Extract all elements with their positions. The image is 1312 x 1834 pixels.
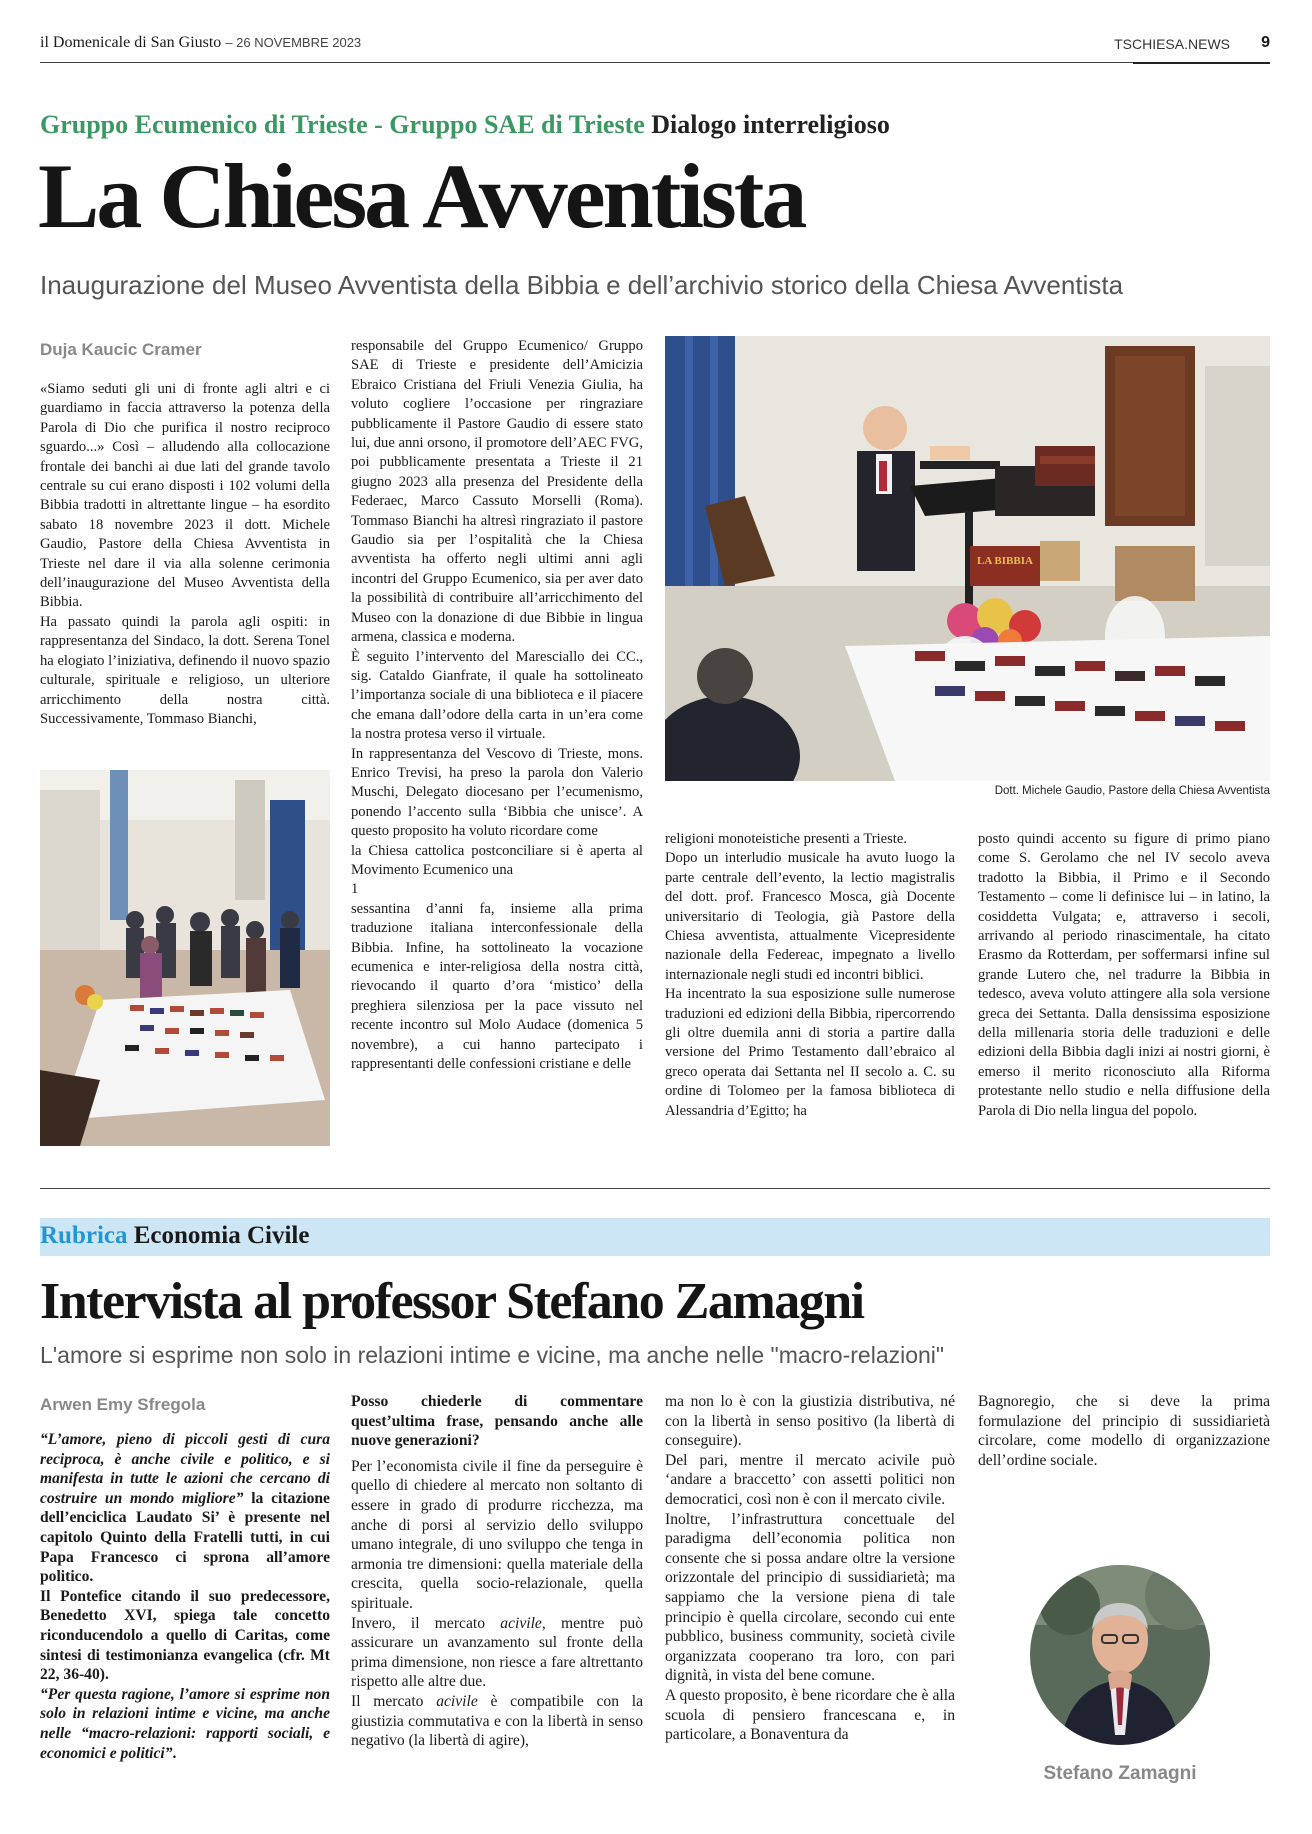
site-name: TSCHIESA.NEWS bbox=[1114, 36, 1230, 52]
paragraph bbox=[40, 1685, 330, 1763]
article-title: La Chiesa Avventista bbox=[38, 145, 805, 247]
article-column-4 bbox=[978, 830, 1270, 1121]
paragraph: Inoltre, l’infrastruttura concettuale del paradigma dell’economia politica non consente che si possa andare oltre la versione orizzontale del principio di sussidiarietà; ma sappiamo che la versione piena di tale principio è quella circolare, secondo cui ente pubblico, business community, società civile organizzata cooperano tra loro, con pari dignità, in vista del bene comune. bbox=[665, 1510, 955, 1685]
audience-photo-svg bbox=[40, 770, 330, 1146]
rubric-tag: Rubrica bbox=[40, 1222, 128, 1249]
section-divider bbox=[40, 1188, 1270, 1189]
paragraph: Ha incentrato la sua esposizione sulle numerose traduzioni ed edizioni della Bibbia, ripercorrendo gli oltre duemila anni di storia a partire dalla versione del Primo Testamento dall’ebraico al greco operata dai Settanta nel II secolo a. C. su ordine di Tolomeo per la famosa biblioteca di Alessandria d’Egitto; ha bbox=[665, 986, 955, 1119]
article-column-2 bbox=[351, 337, 643, 1074]
bible-banner-text: LA BIBBIA bbox=[977, 555, 1033, 567]
interview-title: Intervista al professor Stefano Zamagni bbox=[40, 1273, 864, 1330]
article-column-1 bbox=[40, 380, 330, 729]
kicker-topic: Dialogo interreligioso bbox=[651, 110, 890, 139]
pastor-photo-svg bbox=[665, 336, 1270, 781]
paragraph: Bagnoregio, che si deve la prima formulazione del principio di sussidiarietà circolare, come modello di organizzazione dell’ordine sociale. bbox=[978, 1393, 1270, 1469]
quote-context: la citazione dell’enciclica Laudato Si’ è presente nel capitolo Quinto della Fratelli tutti, in cui Papa Francesco ci sprona all’amore politico. bbox=[40, 1489, 330, 1586]
text-run: è compatibile con la giustizia commutativa e con la libertà in senso negativo (la libertà di agire), bbox=[351, 1692, 643, 1750]
page-number-rule bbox=[1133, 62, 1270, 64]
article-subtitle: Inaugurazione del Museo Avventista della Bibbia e dell’archivio storico della Chiesa Avventista bbox=[40, 270, 1124, 300]
paragraph: ma non lo è con la giustizia distributiva, né con la libertà in senso positivo (la libertà di conseguire). bbox=[665, 1393, 955, 1450]
rubric-name: Economia Civile bbox=[133, 1222, 310, 1249]
paragraph bbox=[351, 1692, 643, 1751]
paragraph: Ha passato quindi la parola agli ospiti: in rappresentanza del Sindaco, la dott. Serena Tonel ha elogiato l’iniziativa, definendo il nuovo spazio culturale, spirituale e religioso, un ulteriore arricchimento della nostra città. Successivamente, Tommaso Bianchi, bbox=[40, 613, 330, 727]
interview-column-2 bbox=[351, 1392, 643, 1751]
interview-question: Posso chiederle di commentare quest’ultima frase, pensando anche alle nuove generazioni? bbox=[351, 1393, 643, 1450]
interview-column-4 bbox=[978, 1392, 1270, 1470]
article-author: Duja Kaucic Cramer bbox=[40, 340, 202, 359]
paragraph bbox=[40, 1430, 330, 1587]
paragraph: A questo proposito, è bene ricordare che è alla scuola di pensiero francescana e, in particolare, a Bonaventura da bbox=[665, 1686, 955, 1744]
interview-subtitle: L'amore si esprime non solo in relazioni intime e vicine, ma anche nelle "macro-relazioni" bbox=[40, 1342, 945, 1368]
rubric-label bbox=[40, 1222, 309, 1250]
interview-column-1 bbox=[40, 1430, 330, 1763]
paragraph: È seguito l’intervento del Maresciallo dei CC., sig. Cataldo Gianfrate, il quale ha sottolineato l’importanza sociale di una biblioteca e il piacere che emana dall’odore della carta in un’era come la nostra protesa verso il virtuale. bbox=[351, 648, 643, 743]
paragraph: «Siamo seduti gli uni di fronte agli altri e ci guardiamo in faccia attraverso la potenza della Parola di Dio che purifica il nostro reciproco sguardo...» Così – alludendo alla collocazione frontale dei banchi ai due lati del grande tavolo centrale su cui erano disposti i 102 volumi della Bibbia tradotti in altrettante lingue – ha esordito sabato 18 novembre 2023 il dott. Michele Gaudio, Pastore della Chiesa Avventista in Trieste nel dare il via alla solenne cerimonia dell’inaugurazione del Museo Avventista della Bibbia. bbox=[40, 381, 330, 611]
portrait-caption: Stefano Zamagni bbox=[1043, 1763, 1197, 1784]
issue-date: – 26 NOVEMBRE 2023 bbox=[225, 35, 362, 50]
emphasis: acivile bbox=[436, 1692, 478, 1710]
running-header bbox=[40, 34, 1270, 63]
quote-end: . bbox=[172, 1744, 177, 1762]
publication-name bbox=[40, 34, 361, 52]
paragraph: la Chiesa cattolica postconciliare si è aperta al Movimento Ecumenico una bbox=[351, 842, 643, 878]
interview-column-3 bbox=[665, 1392, 955, 1745]
pastor-photo-caption: Dott. Michele Gaudio, Pastore della Chiesa Avventista bbox=[994, 785, 1270, 797]
article-column-3 bbox=[665, 830, 955, 1121]
paragraph: Per l’economista civile il fine da perseguire è quello di chiedere al mercato non soltanto di essere in grado di produrre ricchezza, ma anche di porsi al servizio dello sviluppo umano integrale, di uno sviluppo che tenga in armonia tre dimensioni: quella materiale della crescita, quella socio-relazionale, quella spirituale. bbox=[351, 1457, 643, 1612]
paragraph: religioni monoteistiche presenti a Trieste. bbox=[665, 831, 907, 847]
kicker-section: Gruppo Ecumenico di Trieste - Gruppo SAE di Trieste bbox=[40, 110, 645, 139]
article-kicker bbox=[40, 110, 890, 140]
paragraph: In rappresentanza del Vescovo di Trieste, mons. Enrico Trevisi, ha preso la parola don Valerio Muschi, Delegato diocesano per l’ecumenismo, ponendo l’accento sulla ‘Bibbia che unisce’. A questo proposito ha voluto ricordare come bbox=[351, 745, 643, 840]
interview-author: Arwen Emy Sfregola bbox=[40, 1395, 206, 1414]
encyclical-quote: “L’amore, pieno di piccoli gesti di cura reciproca, è anche civile e politico, e si manifesta in tutte le azioni che cercano di costruire un mondo migliore” bbox=[40, 1431, 330, 1507]
publication-title: il Domenicale di San Giusto bbox=[40, 34, 222, 51]
portrait-svg bbox=[1030, 1565, 1210, 1745]
paragraph: sessantina d’anni fa, insieme alla prima traduzione italiana interconfessionale della Bibbia. Infine, ha sottolineato la vocazione ecumenica e inter-religiosa della nostra città, rievocando il quarto d’ora ‘mistico’ della preghiera silenziosa per la pace vissuto nel recente incontro sul Molo Audace (domenica 5 novembre), a cui hanno partecipato i rappresentanti delle confessioni cristiane e delle bbox=[351, 900, 643, 1073]
paragraph: Il Pontefice citando il suo predecessore, Benedetto XVI, spiega tale concetto riconducendolo a quello di Caritas, come sintesi di testimonianza evangelica (cfr. Mt 22, 36-40). bbox=[40, 1587, 330, 1684]
event-audience-photo bbox=[40, 770, 330, 1146]
emphasis: acivile bbox=[500, 1614, 542, 1632]
text-run: Il mercato bbox=[351, 1692, 437, 1710]
text-run: Invero, il mercato bbox=[351, 1614, 501, 1632]
paragraph bbox=[351, 1614, 643, 1692]
paragraph: Dopo un interludio musicale ha avuto luogo la parte centrale dell’evento, la lectio magistralis del dott. prof. Francesco Mosca, già Docente universitario di Teologia, già Pastore della Chiesa avventista, attualmente Vicepresidente nazionale della Federeac, impegnato a livello internazionale negli studi ed incontri biblici. bbox=[665, 850, 955, 983]
zamagni-portrait bbox=[1030, 1565, 1210, 1745]
macro-relations-quote: “Per questa ragione, l’amore si esprime non solo in relazioni intime e vicine, ma anche nelle “macro-relazioni: rapporti sociali, e economici e politici” bbox=[40, 1685, 330, 1762]
pastor-speaking-photo bbox=[665, 336, 1270, 781]
page-number: 9 bbox=[1261, 34, 1270, 51]
paragraph: Del pari, mentre il mercato acivile può ‘andare a braccetto’ con assetti politici non democratici, così non è con il mercato civile. bbox=[665, 1451, 955, 1508]
paragraph: 1 bbox=[351, 881, 359, 898]
paragraph: responsabile del Gruppo Ecumenico/ Gruppo SAE di Trieste e presidente dell’Amicizia Ebraico Cristiana del Friuli Venezia Giulia, ha voluto cogliere l’occasione per ringraziare pubblicamente il Pastore Gaudio di essere stato lui, due anni orsono, il promotore dell’AEC FVG, poi pubblicamente presentata a Trieste il 21 giugno 2023 alla presenza del Presidente della Federaec, Marco Cassuto Morselli (Roma). Tommaso Bianchi ha altresì ringraziato il pastore Gaudio sia per l’ospitalità che la Chiesa avventista ha offerto negli ultimi anni agli incontri del Gruppo Ecumenico, sia per aver dato la possibilità di contribuire all’arricchimento del Museo con la donazione di due Bibbie in lingua armena, classica e moderna. bbox=[351, 338, 643, 646]
paragraph: posto quindi accento su figure di primo piano come S. Gerolamo che nel IV secolo aveva tradotto la Bibbia, il Primo e il Secondo Testamento – come li definisce lui – in latino, la cosiddetta Vulgata; e, attraverso i secoli, arrivando al periodo rinascimentale, ha citato Erasmo da Rotterdam, per soffermarsi infine sul grande Lutero che, nel tradurre la Bibbia in tedesco, aveva voluto attingere alla sola versione greca dei Settanta. Dalla densissima esposizione della millenaria storia delle traduzioni e delle edizioni della Bibbia dagli inizi ai nostri giorni, è emerso il merito riconosciuto alla Riforma protestante nello studio e nella diffusione della Parola di Dio nella lingua del popolo. bbox=[978, 831, 1270, 1119]
text-run: , mentre può assicurare un avanzamento sul fronte della prima dimensione, non riesce a fare altrettanto rispetto alle altre due. bbox=[351, 1614, 643, 1691]
